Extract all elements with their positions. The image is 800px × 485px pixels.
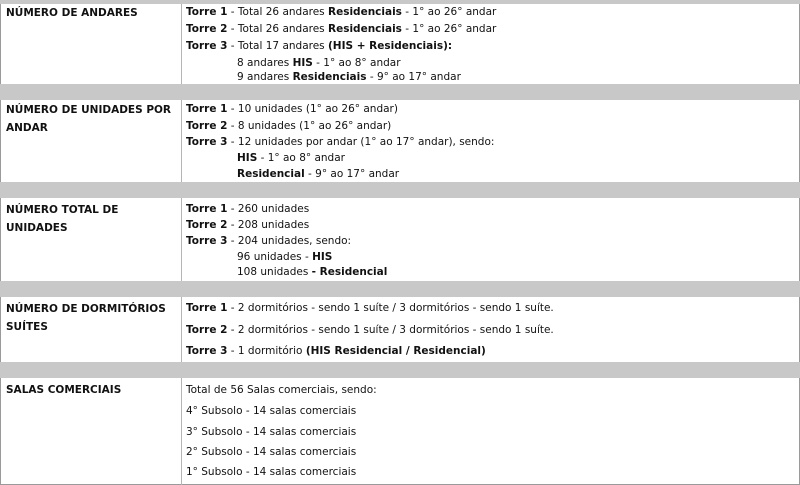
salas-item: 1° Subsolo - 14 salas comerciais — [186, 466, 357, 478]
dorm-torre1: Torre 1 - 2 dormitórios - sendo 1 suíte / 3 dormitórios - sendo 1 suíte. — [186, 302, 554, 314]
section-separator — [0, 84, 800, 100]
andares-torre3: Torre 3 - Total 17 andares (HIS + Residenciais): — [186, 40, 453, 52]
column-divider — [181, 100, 182, 182]
salas-item: 3° Subsolo - 14 salas comerciais — [186, 426, 357, 438]
total-torre2: Torre 2 - 208 unidades — [186, 219, 310, 231]
row-label-total-unidades: NÚMERO TOTAL DE UNIDADES — [6, 204, 119, 234]
total-sub1: 96 unidades - HIS — [237, 251, 333, 263]
row-label-andares: NÚMERO DE ANDARES — [6, 7, 138, 19]
unidades-torre2: Torre 2 - 8 unidades (1° ao 26° andar) — [186, 120, 392, 132]
column-divider — [181, 198, 182, 281]
column-divider — [181, 297, 182, 362]
andares-torre1: Torre 1 - Total 26 andares Residenciais - 1° ao 26° andar — [186, 6, 497, 18]
unidades-torre3: Torre 3 - 12 unidades por andar (1° ao 17° andar), sendo: — [186, 136, 495, 148]
column-divider — [181, 378, 182, 485]
row-label-dormitorios: NÚMERO DE DORMITÓRIOS SUÍTES — [6, 303, 166, 333]
total-torre1: Torre 1 - 260 unidades — [186, 203, 310, 215]
section-separator — [0, 182, 800, 198]
andares-torre2: Torre 2 - Total 26 andares Residenciais - 1° ao 26° andar — [186, 23, 497, 35]
row-label-salas-comerciais: SALAS COMERCIAIS — [6, 384, 122, 396]
row-label-unidades-por-andar: NÚMERO DE UNIDADES POR ANDAR — [6, 104, 172, 134]
column-divider — [181, 4, 182, 84]
total-sub2: 108 unidades - Residencial — [237, 266, 388, 278]
unidades-torre1: Torre 1 - 10 unidades (1° ao 26° andar) — [186, 103, 398, 115]
andares-sub1: 8 andares HIS - 1° ao 8° andar — [237, 57, 401, 69]
andares-sub2: 9 andares Residenciais - 9° ao 17° andar — [237, 71, 461, 83]
section-separator — [0, 281, 800, 297]
section-separator — [0, 362, 800, 378]
dorm-torre2: Torre 2 - 2 dormitórios - sendo 1 suíte / 3 dormitórios - sendo 1 suíte. — [186, 324, 554, 336]
unidades-sub1: HIS - 1° ao 8° andar — [237, 152, 345, 164]
total-torre3: Torre 3 - 204 unidades, sendo: — [186, 235, 352, 247]
dorm-torre3: Torre 3 - 1 dormitório (HIS Residencial / Residencial) — [186, 345, 486, 357]
salas-intro: Total de 56 Salas comerciais, sendo: — [186, 384, 377, 396]
salas-item: 2° Subsolo - 14 salas comerciais — [186, 446, 357, 458]
unidades-sub2: Residencial - 9° ao 17° andar — [237, 168, 400, 180]
salas-item: 4° Subsolo - 14 salas comerciais — [186, 405, 357, 417]
